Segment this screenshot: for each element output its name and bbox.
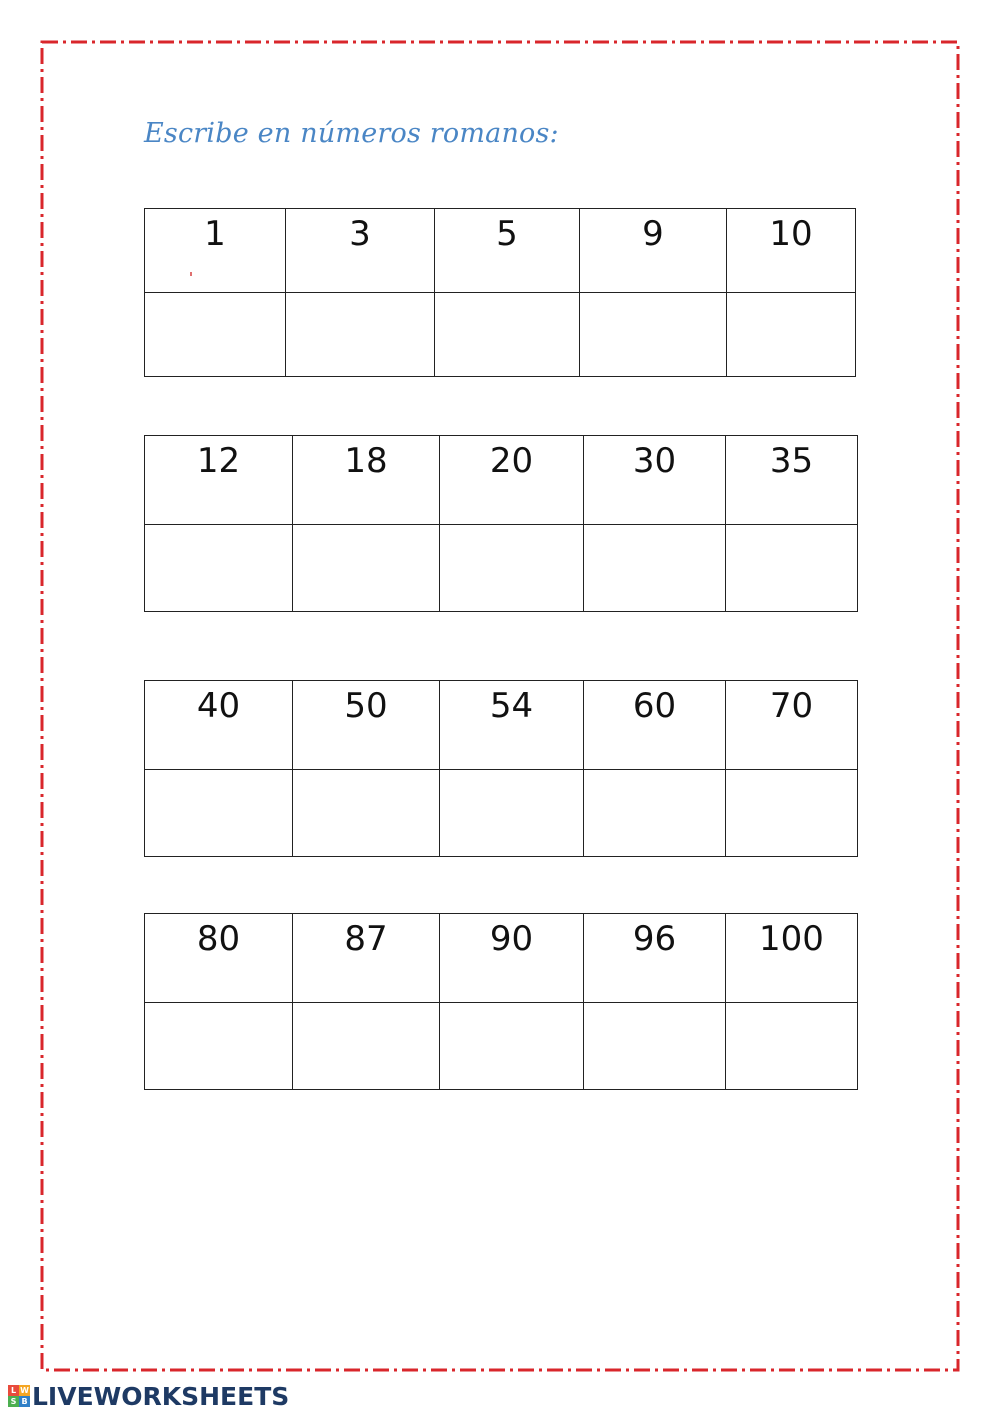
number-cell: 80	[145, 914, 293, 1003]
number-cell: 40	[145, 681, 293, 770]
number-cell: 3	[286, 209, 435, 293]
brand-name: LIVEWORKSHEETS	[32, 1381, 290, 1411]
answer-field[interactable]	[440, 1003, 584, 1090]
answer-field[interactable]	[584, 525, 726, 612]
answer-field[interactable]	[584, 770, 726, 857]
stray-red-mark	[190, 272, 192, 276]
number-cell: 35	[726, 436, 858, 525]
number-table-4	[144, 913, 858, 1090]
number-table-1	[144, 208, 856, 377]
answer-field[interactable]	[435, 293, 580, 377]
number-cell: 18	[293, 436, 440, 525]
number-cell: 10	[727, 209, 856, 293]
answer-field[interactable]	[293, 770, 440, 857]
number-table-2	[144, 435, 858, 612]
answer-field[interactable]	[145, 525, 293, 612]
number-cell: 87	[293, 914, 440, 1003]
instruction-text: Escribe en números romanos:	[144, 118, 559, 149]
answer-field[interactable]	[726, 1003, 858, 1090]
answer-field[interactable]	[580, 293, 727, 377]
answer-field[interactable]	[145, 1003, 293, 1090]
answer-field[interactable]	[440, 770, 584, 857]
number-cell: 100	[726, 914, 858, 1003]
number-cell: 70	[726, 681, 858, 770]
number-cell: 30	[584, 436, 726, 525]
answer-field[interactable]	[293, 525, 440, 612]
number-cell: 96	[584, 914, 726, 1003]
number-cell: 1	[145, 209, 286, 293]
number-cell: 5	[435, 209, 580, 293]
answer-field[interactable]	[293, 1003, 440, 1090]
answer-field[interactable]	[726, 770, 858, 857]
number-cell: 90	[440, 914, 584, 1003]
answer-field[interactable]	[145, 770, 293, 857]
number-cell: 9	[580, 209, 727, 293]
number-cell: 12	[145, 436, 293, 525]
answer-field[interactable]	[726, 525, 858, 612]
number-cell: 20	[440, 436, 584, 525]
number-table-3	[144, 680, 858, 857]
number-cell: 50	[293, 681, 440, 770]
answer-field[interactable]	[286, 293, 435, 377]
brand-footer[interactable]	[8, 1382, 289, 1410]
liveworksheets-logo-icon: L W S B	[8, 1385, 30, 1407]
number-cell: 60	[584, 681, 726, 770]
number-cell: 54	[440, 681, 584, 770]
answer-field[interactable]	[145, 293, 286, 377]
answer-field[interactable]	[727, 293, 856, 377]
answer-field[interactable]	[584, 1003, 726, 1090]
answer-field[interactable]	[440, 525, 584, 612]
